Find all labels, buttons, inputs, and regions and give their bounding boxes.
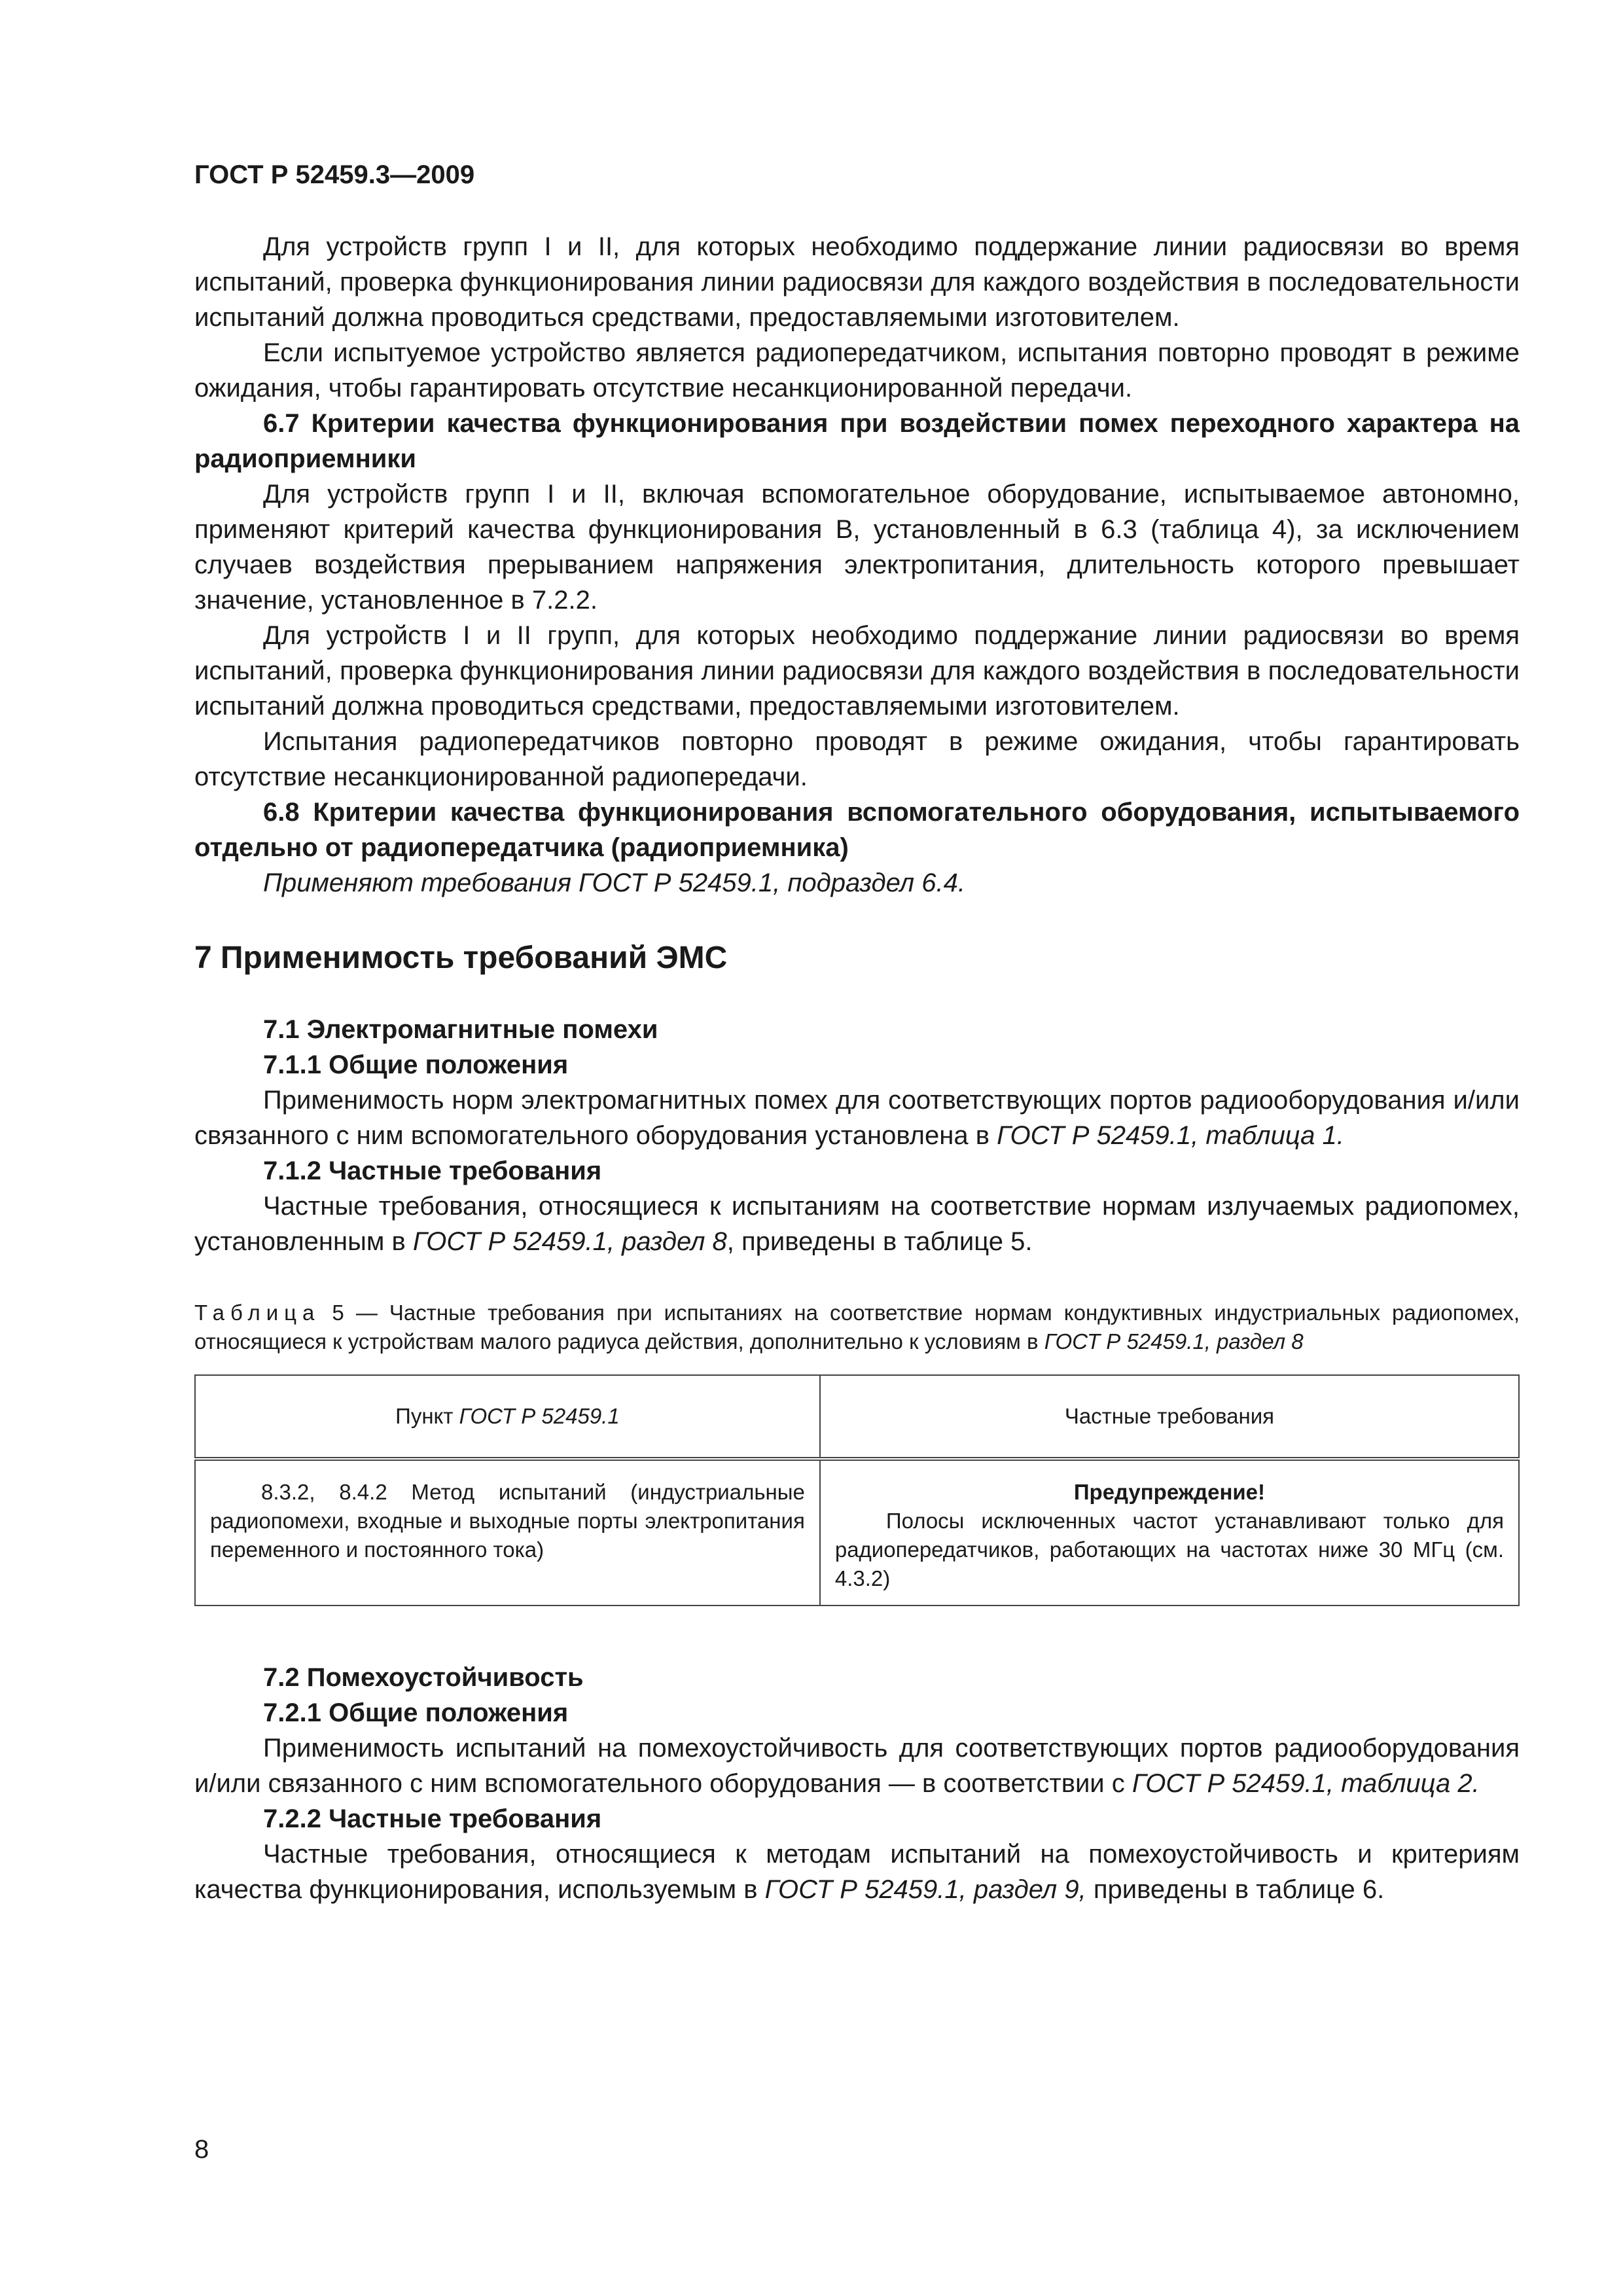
paragraph-text: Применимость норм электромагнитных помех для соответствующих портов радиооборудования и/или связанного с ним вспомогательного оборудования установлена в (194, 1086, 1520, 1150)
table-cell (820, 1459, 1519, 1605)
paragraph: Испытания радиопередатчиков повторно проводят в режиме ожидания, чтобы гарантировать отсутствие несанкционированной радиопередачи. (194, 727, 1520, 791)
document-header-code: ГОСТ Р 52459.3—2009 (194, 160, 475, 189)
standard-reference: ГОСТ Р 52459.1, таблица 2. (1132, 1769, 1480, 1798)
paragraph-text: Частные требования, относящиеся к методам испытаний на помехоустойчивость и критериям качества функционирования, используемым в (194, 1840, 1520, 1904)
table-5-caption (194, 1299, 1520, 1356)
table-caption-label: Таблица (194, 1300, 321, 1325)
paragraph: Для устройств групп I и II, включая вспомогательное оборудование, испытываемое автономно, применяют критерий качества функционирования В, установленный в 6.3 (таблица 4), за исключением случаев воздействия прерыванием напряжения электропитания, длительность которого превышает значение, установленное в 7.2.2. (194, 480, 1520, 615)
standard-reference: ГОСТ Р 52459.1, раздел 9, (764, 1875, 1086, 1904)
paragraph (194, 1189, 1520, 1259)
table-caption-number: 5 (320, 1300, 344, 1325)
section-7-1-2-heading: 7.1.2 Частные требования (263, 1157, 602, 1185)
standard-reference: ГОСТ Р 52459.1, раздел 8 (1044, 1329, 1304, 1354)
table-header-cell (195, 1375, 820, 1459)
table-header-cell: Частные требования (820, 1375, 1519, 1459)
document-page (194, 157, 1520, 1907)
warning-title: Предупреждение! (1073, 1480, 1266, 1504)
paragraph-text: Применимость испытаний на помехоустойчивость для соответствующих портов радиооборудования и/или связанного с ним вспомогательного оборудования — в соответствии с (194, 1734, 1520, 1798)
cell-text: Полосы исключенных частот устанавливают только для радиопередатчиков, работающих на частотах ниже 30 МГц (см. 4.3.2) (834, 1509, 1504, 1590)
page-number: 8 (194, 2135, 209, 2164)
paragraph: Для устройств I и II групп, для которых необходимо поддержание линии радиосвязи во время испытаний, проверка функционирования линии радиосвязи для каждого воздействия в последовательности испытаний должна проводиться средствами, предоставляемыми изготовителем. (194, 621, 1520, 721)
section-7-1-heading: 7.1 Электромагнитные помехи (263, 1015, 658, 1044)
section-7-2-1-heading: 7.2.1 Общие положения (263, 1698, 569, 1727)
section-7-2-2-heading: 7.2.2 Частные требования (263, 1804, 602, 1833)
section-7-1-1-heading: 7.1.1 Общие положения (263, 1050, 569, 1079)
standard-reference: ГОСТ Р 52459.1 (459, 1404, 620, 1428)
paragraph: Применяют требования ГОСТ Р 52459.1, подраздел 6.4. (263, 869, 965, 897)
section-7-title: 7 Применимость требований ЭМС (194, 941, 728, 975)
table-5 (194, 1374, 1520, 1606)
section-6-8-heading: 6.8 Критерии качества функционирования вспомогательного оборудования, испытываемого отдельно от радиопередатчика (радиоприемника) (194, 798, 1520, 862)
table-caption-text: — Частные требования при испытаниях на соответствие нормам кондуктивных индустриальных радиопомех, относящиеся к устройствам малого радиуса действия, дополнительно к условиям в (194, 1300, 1520, 1354)
paragraph (194, 1083, 1520, 1153)
standard-reference: ГОСТ Р 52459.1, раздел 8 (412, 1227, 727, 1256)
table-cell (195, 1459, 820, 1605)
paragraph-text: приведены в таблице 6. (1086, 1875, 1385, 1904)
paragraph (194, 1731, 1520, 1801)
paragraph (194, 1837, 1520, 1907)
section-7-2-heading: 7.2 Помехоустойчивость (263, 1663, 584, 1692)
section-6-7-heading: 6.7 Критерии качества функционирования при воздействии помех переходного характера на радиоприемники (194, 409, 1520, 473)
standard-reference: ГОСТ Р 52459.1, таблица 1. (997, 1121, 1344, 1150)
paragraph-text: , приведены в таблице 5. (726, 1227, 1033, 1256)
table-header-row (195, 1375, 1519, 1459)
paragraph-text: Частные требования, относящиеся к испытаниям на соответствие нормам излучаемых радиопомех, установленным в (194, 1192, 1520, 1256)
table-row (195, 1459, 1519, 1605)
paragraph: Если испытуемое устройство является радиопередатчиком, испытания повторно проводят в режиме ожидания, чтобы гарантировать отсутствие несанкционированной передачи. (194, 338, 1520, 403)
paragraph: Для устройств групп I и II, для которых необходимо поддержание линии радиосвязи во время испытаний, проверка функционирования линии радиосвязи для каждого воздействия в последовательности испытаний должна проводиться средствами, предоставляемыми изготовителем. (194, 232, 1520, 332)
cell-text: 8.3.2, 8.4.2 Метод испытаний (индустриальные радиопомехи, входные и выходные порты электропитания переменного и постоянного тока) (210, 1480, 805, 1562)
header-text: Пункт (395, 1404, 459, 1428)
